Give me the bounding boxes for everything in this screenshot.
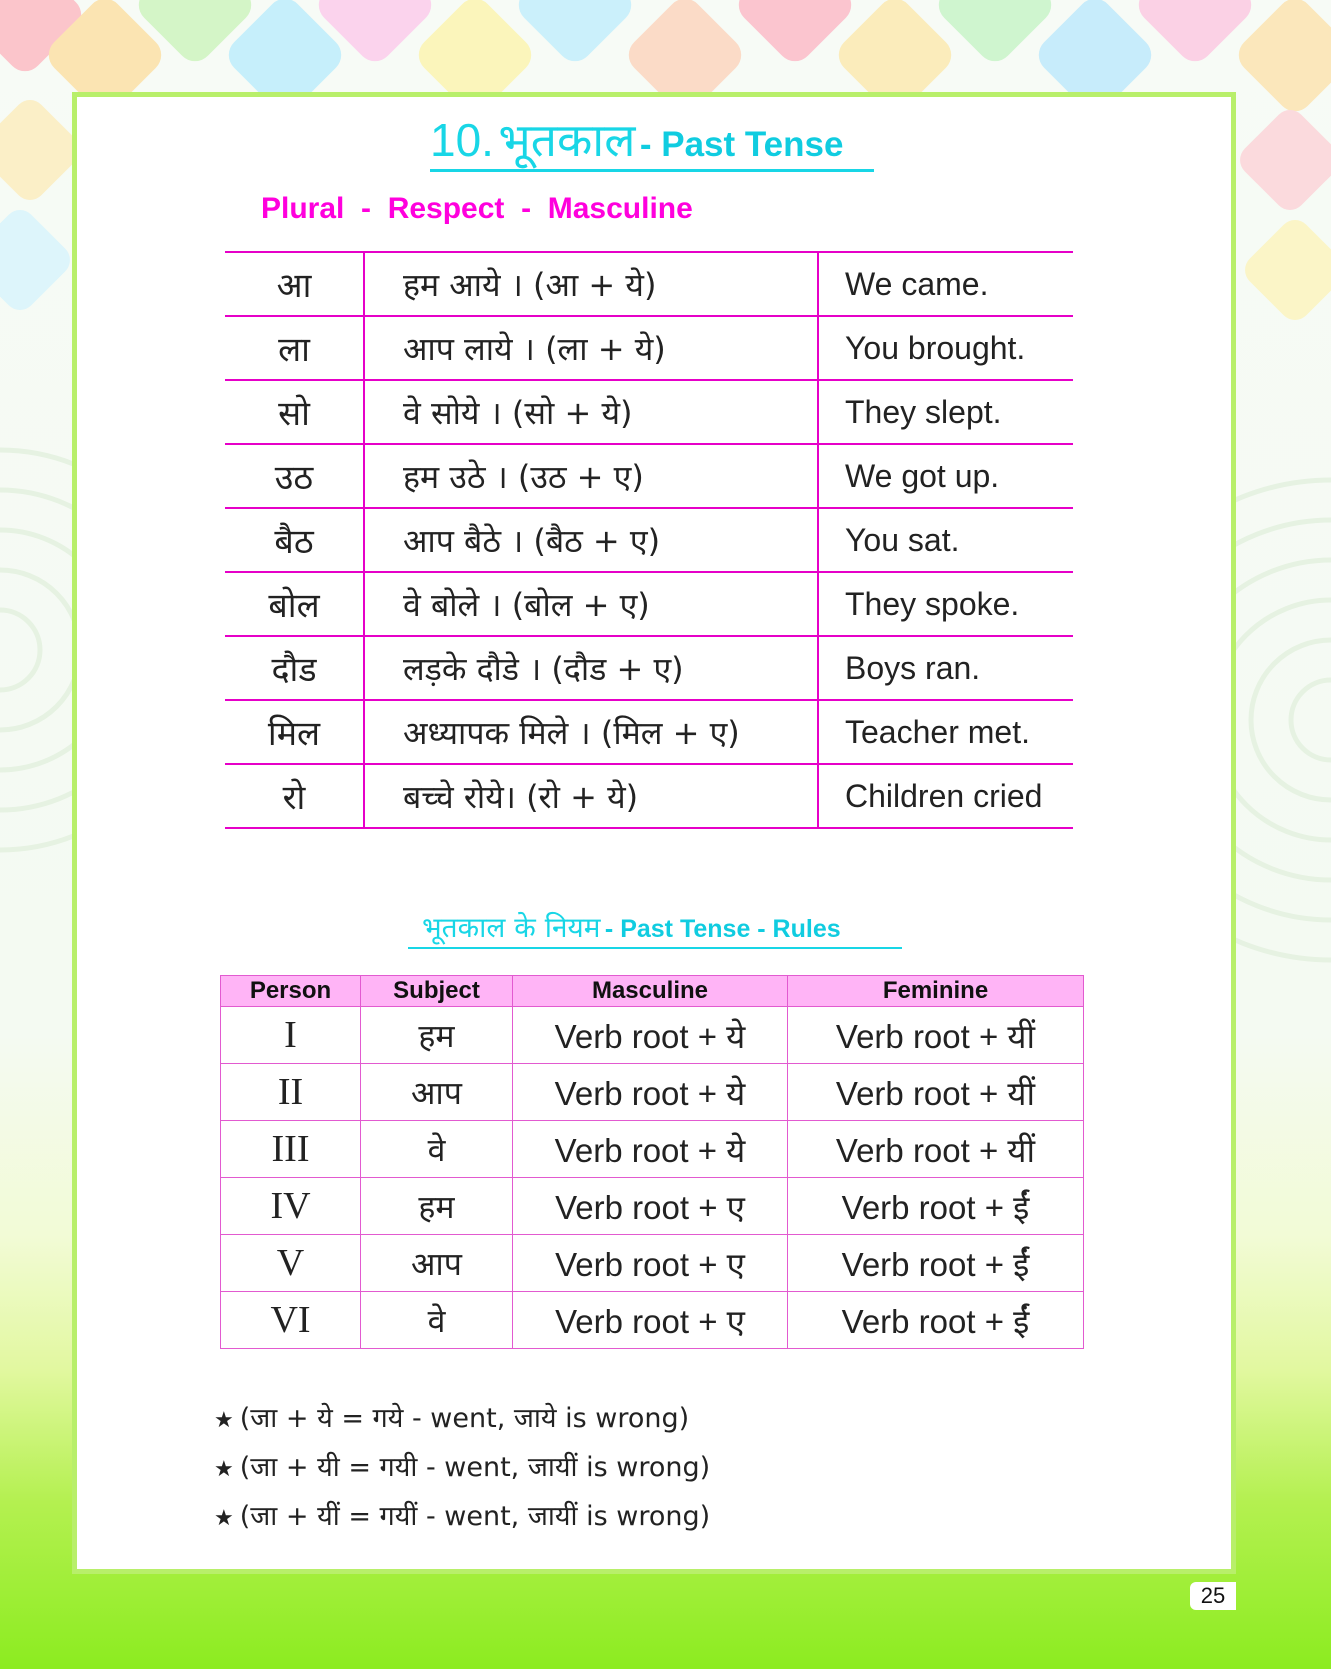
note-3 xyxy=(214,1496,710,1533)
note-text: (जा + यी = गयी - went, जायीं is wrong) xyxy=(239,1452,711,1483)
masculine-rule-cell: Verb root + ये xyxy=(513,1007,788,1064)
example-row xyxy=(225,444,1073,508)
page-number: 25 xyxy=(1190,1582,1236,1610)
rules-title xyxy=(422,908,841,946)
header-person: Person xyxy=(221,976,361,1007)
rules-underline xyxy=(408,947,902,949)
person-cell: VI xyxy=(221,1292,361,1349)
rules-title-hindi: भूतकाल के नियम xyxy=(422,911,601,944)
example-row xyxy=(225,508,1073,572)
feminine-rule-cell: Verb root + यीं xyxy=(788,1007,1084,1064)
rules-table xyxy=(220,975,1084,1349)
subject-cell: आप xyxy=(361,1064,513,1121)
english-translation-cell: Teacher met. xyxy=(818,700,1073,764)
rules-row xyxy=(221,1178,1084,1235)
hindi-sentence-cell: वे सोये । (सो + ये) xyxy=(364,380,818,444)
verb-root-cell: रो xyxy=(225,764,364,828)
subject-cell: हम xyxy=(361,1178,513,1235)
example-row xyxy=(225,252,1073,316)
english-translation-cell: You brought. xyxy=(818,316,1073,380)
hindi-sentence-cell: वे बोले । (बोल + ए) xyxy=(364,572,818,636)
masculine-rule-cell: Verb root + ए xyxy=(513,1178,788,1235)
feminine-rule-cell: Verb root + यीं xyxy=(788,1064,1084,1121)
page-title xyxy=(430,108,843,170)
masculine-rule-cell: Verb root + ए xyxy=(513,1235,788,1292)
english-translation-cell: Children cried xyxy=(818,764,1073,828)
star-icon: ★ xyxy=(214,1408,234,1433)
hindi-sentence-cell: हम उठे । (उठ + ए) xyxy=(364,444,818,508)
english-translation-cell: Boys ran. xyxy=(818,636,1073,700)
title-english: - Past Tense xyxy=(639,125,844,164)
subject-cell: हम xyxy=(361,1007,513,1064)
header-feminine: Feminine xyxy=(788,976,1084,1007)
title-number: 10. xyxy=(430,114,494,166)
english-translation-cell: They slept. xyxy=(818,380,1073,444)
feminine-rule-cell: Verb root + ईं xyxy=(788,1292,1084,1349)
masculine-rule-cell: Verb root + ये xyxy=(513,1064,788,1121)
verb-root-cell: बोल xyxy=(225,572,364,636)
hindi-sentence-cell: बच्चे रोये। (रो + ये) xyxy=(364,764,818,828)
hindi-sentence-cell: आप बैठे । (बैठ + ए) xyxy=(364,508,818,572)
person-cell: II xyxy=(221,1064,361,1121)
example-row xyxy=(225,636,1073,700)
subject-cell: वे xyxy=(361,1292,513,1349)
subject-cell: आप xyxy=(361,1235,513,1292)
hindi-sentence-cell: हम आये । (आ + ये) xyxy=(364,252,818,316)
star-icon: ★ xyxy=(214,1457,234,1482)
masculine-rule-cell: Verb root + ये xyxy=(513,1121,788,1178)
subject-cell: वे xyxy=(361,1121,513,1178)
rules-title-english: - Past Tense - Rules xyxy=(604,915,841,943)
title-underline xyxy=(430,169,874,172)
note-text: (जा + यीं = गयीं - went, जायीं is wrong) xyxy=(239,1501,711,1532)
example-row xyxy=(225,380,1073,444)
verb-root-cell: सो xyxy=(225,380,364,444)
feminine-rule-cell: Verb root + ईं xyxy=(788,1235,1084,1292)
title-hindi: भूतकाल xyxy=(498,113,636,167)
examples-table xyxy=(225,251,1073,829)
example-row xyxy=(225,572,1073,636)
verb-root-cell: आ xyxy=(225,252,364,316)
verb-root-cell: दौड xyxy=(225,636,364,700)
english-translation-cell: We got up. xyxy=(818,444,1073,508)
rules-row xyxy=(221,1121,1084,1178)
english-translation-cell: They spoke. xyxy=(818,572,1073,636)
hindi-sentence-cell: आप लाये । (ला + ये) xyxy=(364,316,818,380)
star-icon: ★ xyxy=(214,1506,234,1531)
note-1 xyxy=(214,1398,689,1435)
verb-root-cell: उठ xyxy=(225,444,364,508)
person-cell: IV xyxy=(221,1178,361,1235)
hindi-sentence-cell: अध्यापक मिले । (मिल + ए) xyxy=(364,700,818,764)
person-cell: I xyxy=(221,1007,361,1064)
example-row xyxy=(225,316,1073,380)
verb-root-cell: बैठ xyxy=(225,508,364,572)
rules-row xyxy=(221,1064,1084,1121)
person-cell: V xyxy=(221,1235,361,1292)
feminine-rule-cell: Verb root + ईं xyxy=(788,1178,1084,1235)
header-masculine: Masculine xyxy=(513,976,788,1007)
feminine-rule-cell: Verb root + यीं xyxy=(788,1121,1084,1178)
verb-root-cell: ला xyxy=(225,316,364,380)
note-2 xyxy=(214,1447,710,1484)
header-subject: Subject xyxy=(361,976,513,1007)
rules-row xyxy=(221,1007,1084,1064)
example-row xyxy=(225,764,1073,828)
verb-root-cell: मिल xyxy=(225,700,364,764)
english-translation-cell: You sat. xyxy=(818,508,1073,572)
section-subtitle: Plural - Respect - Masculine xyxy=(261,192,693,225)
masculine-rule-cell: Verb root + ए xyxy=(513,1292,788,1349)
example-row xyxy=(225,700,1073,764)
rules-row xyxy=(221,1235,1084,1292)
person-cell: III xyxy=(221,1121,361,1178)
english-translation-cell: We came. xyxy=(818,252,1073,316)
rules-row xyxy=(221,1292,1084,1349)
note-text: (जा + ये = गये - went, जाये is wrong) xyxy=(239,1403,690,1434)
hindi-sentence-cell: लड़के दौडे । (दौड + ए) xyxy=(364,636,818,700)
